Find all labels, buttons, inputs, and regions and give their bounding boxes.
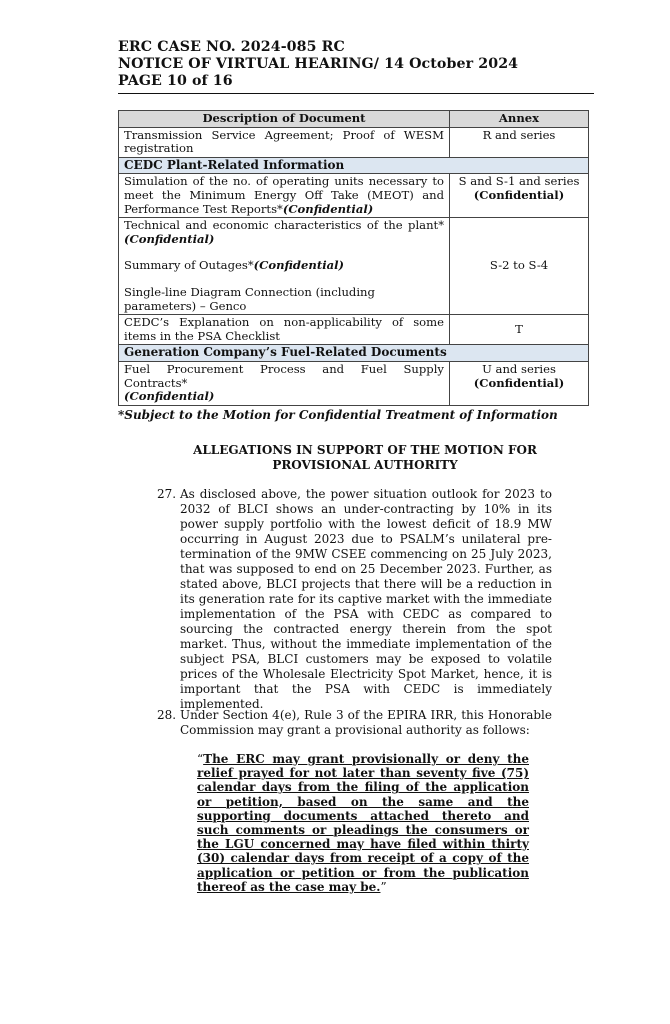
heading-line: ALLEGATIONS IN SUPPORT OF THE MOTION FOR <box>193 443 537 457</box>
section-title: CEDC Plant-Related Information <box>119 157 589 174</box>
annex-cell: R and series <box>450 127 589 157</box>
annex-cell: T <box>450 315 589 345</box>
description-text: Simulation of the no. of operating units necessary to meet the Minimum Energy Off Take (MEOT) and Performance Test Reports* <box>124 174 444 216</box>
annex-cell: S-2 to S-4 <box>450 218 589 315</box>
paragraph-text: As disclosed above, the power situation outlook for 2023 to 2032 of BLCI shows an under-contracting by 10% in its power supply portfolio with the lowest deficit of 18.9 MW occurring in August 2023 due to PSALM’s unilateral pre-termination of the 9MW CSEE commencing on 25 July 2023, that was supposed to end on 25 December 2023. Further, as stated above, BLCI projects that there will be a reduction in its generation rate for its captive market with the immediate implementation of the PSA with CEDC as compared to sourcing the contracted energy therein from the spot market. Thus, without the immediate implementation of the subject PSA, BLCI customers may be exposed to volatile prices of the Wholesale Electricity Spot Market, hence, it is important that the PSA with CEDC is immediately implemented. <box>180 487 552 711</box>
paragraph-number: 27. <box>157 487 177 501</box>
open-quote: “ <box>197 752 204 766</box>
section-title: Generation Company’s Fuel-Related Documents <box>119 345 589 362</box>
hearing-notice-title: NOTICE OF VIRTUAL HEARING/ 14 October 2024 <box>118 56 519 72</box>
paragraph-28 <box>157 708 552 738</box>
header-divider <box>118 93 594 94</box>
description-cell <box>119 361 450 405</box>
table-row <box>119 315 589 345</box>
annex-cell <box>450 174 589 218</box>
quote-text: The ERC may grant provisionally or deny the relief prayed for not later than seventy five (75) calendar days from the filing of the application or petition, based on the same and the supporting documents attached thereto and such comments or pleadings the consumers or the LGU concerned may have filed within thirty (30) calendar days from receipt of a copy of the application or petition or from the publication thereof as the case may be. <box>197 752 529 894</box>
paragraph-number: 28. <box>157 708 177 722</box>
table-row <box>119 218 589 315</box>
description-cell <box>119 174 450 218</box>
annex-text: S and S-1 and series <box>458 174 580 189</box>
description-text: Technical and economic characteristics of the plant* <box>124 218 444 233</box>
description-cell: Transmission Service Agreement; Proof of WESM registration <box>119 127 450 157</box>
case-number: ERC CASE NO. 2024-085 RC <box>118 39 345 55</box>
confidential-label: (Confidential) <box>282 201 374 216</box>
section-row <box>119 157 589 174</box>
document-header <box>118 39 594 90</box>
confidential-label: (Confidential) <box>473 187 565 202</box>
column-header-annex: Annex <box>450 111 589 128</box>
close-quote: ” <box>380 879 387 894</box>
description-text: Summary of Outages* <box>124 258 254 273</box>
paragraph-27 <box>157 487 552 712</box>
page-number: PAGE 10 of 16 <box>118 73 233 89</box>
confidential-label: (Confidential) <box>253 258 345 273</box>
confidential-label: (Confidential) <box>124 231 215 246</box>
description-text: Fuel Procurement Process and Fuel Supply Contracts* <box>124 361 444 390</box>
documents-table <box>118 110 589 406</box>
table-row <box>119 361 589 405</box>
section-heading <box>150 443 580 472</box>
confidentiality-footnote: *Subject to the Motion for Confidential Treatment of Information <box>118 408 558 422</box>
annex-cell <box>450 361 589 405</box>
confidential-label: (Confidential) <box>124 389 215 404</box>
table-row <box>119 127 589 157</box>
confidential-label: (Confidential) <box>473 375 565 390</box>
quoted-provision <box>197 752 529 894</box>
annex-text: U and series <box>482 361 556 376</box>
section-row <box>119 345 589 362</box>
paragraph-text: Under Section 4(e), Rule 3 of the EPIRA IRR, this Honorable Commission may grant a provisional authority as follows: <box>180 708 552 737</box>
description-cell: CEDC’s Explanation on non-applicability of some items in the PSA Checklist <box>119 315 450 345</box>
table-header-row <box>119 111 589 128</box>
heading-line: PROVISIONAL AUTHORITY <box>272 457 458 472</box>
description-text: Single-line Diagram Connection (including parameters) – Genco <box>124 284 375 313</box>
column-header-description: Description of Document <box>119 111 450 128</box>
description-cell <box>119 218 450 315</box>
table-row <box>119 174 589 218</box>
